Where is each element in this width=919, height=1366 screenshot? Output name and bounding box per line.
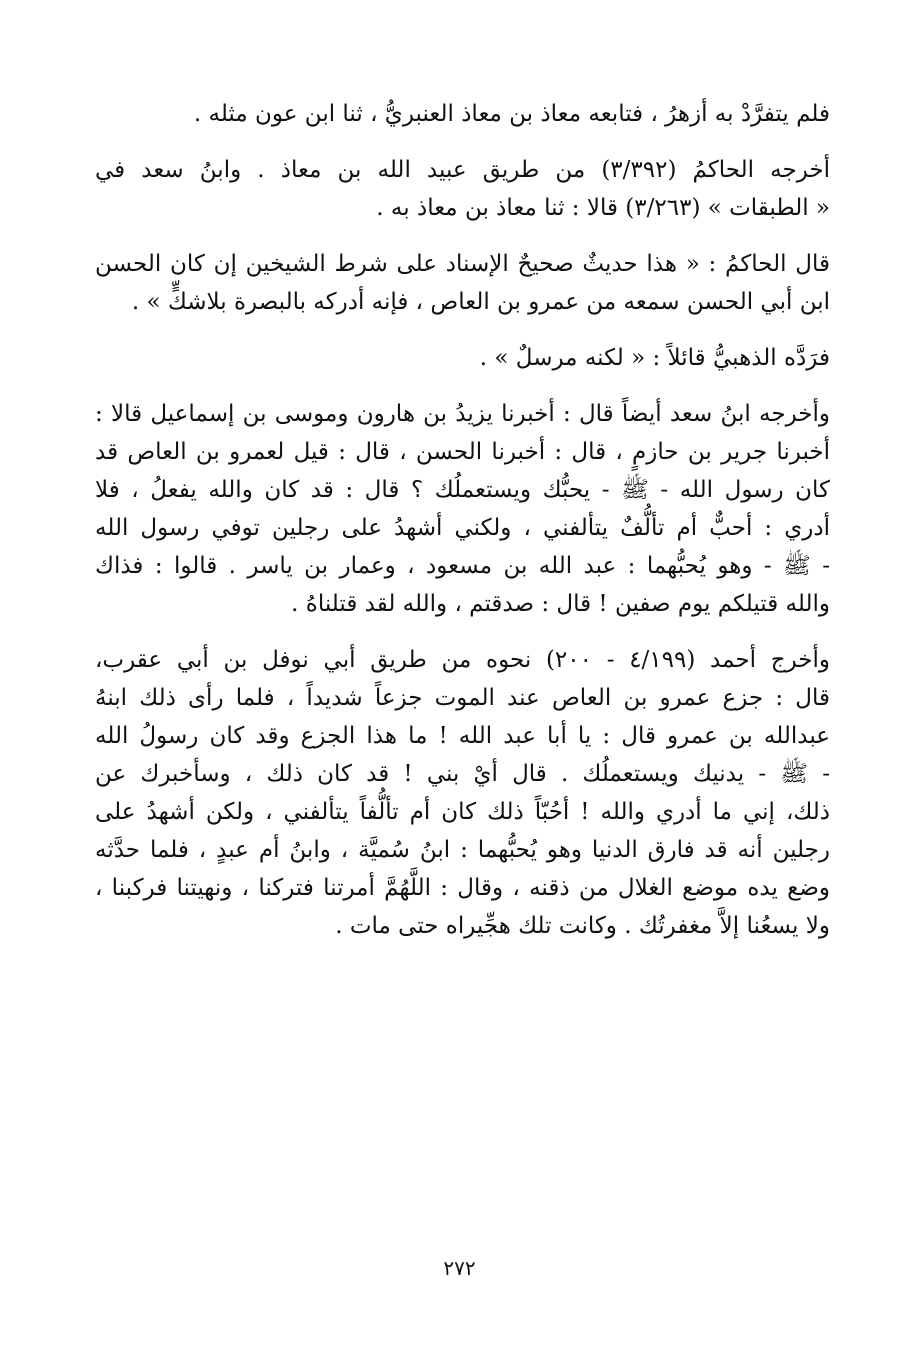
paragraph [95, 245, 830, 321]
text-line: ابن أبي الحسن سمعه من عمرو بن العاص ، فإنه أدركه بالبصرة بلاشكٍّ » . [131, 289, 830, 315]
paragraph [95, 339, 830, 377]
text-line: عبدالله بن عمرو قال : يا أبا عبد الله ! ما هذا الجزع وقد كان رسولُ الله [95, 723, 830, 749]
text-line: قال : جزع عمرو بن العاص عند الموت جزعاً شديداً ، فلما رأى ذلك ابنهُ [95, 685, 830, 711]
text-line: كان رسول الله - ﷺ - يحبُّك ويستعملُك ؟ قال : قد كان والله يفعلُ ، فلا [95, 477, 830, 503]
text-line: والله قتيلكم يوم صفين ! قال : صدقتم ، والله لقد قتلناهُ . [291, 591, 830, 617]
text-line: وأخرجه ابنُ سعد أيضاً قال : أخبرنا يزيدُ بن هارون وموسى بن إسماعيل قالا : [95, 401, 830, 427]
text-line: أخبرنا جرير بن حازمٍ ، قال : أخبرنا الحسن ، قال : قيل لعمرو بن العاص قد [95, 439, 830, 465]
text-line: رجلين أنه قد فارق الدنيا وهو يُحبُّهما : ابنُ سُميَّة ، وابنُ أم عبدٍ ، فلما حدَّثه [95, 837, 830, 863]
page-number: ٢٧٢ [443, 1256, 476, 1280]
text-line: قال الحاكمُ : « هذا حديثٌ صحيحٌ الإسناد على شرط الشيخين إن كان الحسن [95, 251, 830, 277]
text-line: فلم يتفرَّدْ به أزهرُ ، فتابعه معاذ بن معاذ العنبريُّ ، ثنا ابن عون مثله . [193, 101, 830, 127]
text-line: ولا يسعُنا إلاَّ مغفرتُك . وكانت تلك هجِّيراه حتى مات . [335, 913, 830, 939]
text-line: وضع يده موضع الغلال من ذقنه ، وقال : اللَّهُمَّ أمرتنا فتركنا ، ونهيتنا فركبنا ، [95, 875, 830, 901]
paragraph [95, 95, 830, 133]
paragraph [95, 151, 830, 227]
text-line: أدري : أحبٌّ أم تألُّفٌ يتألفني ، ولكني أشهدُ على رجلين توفي رسول الله [95, 515, 830, 541]
text-line: ذلك، إني ما أدري والله ! أحُبّاً ذلك كان أم تألُّفاً يتألفني ، ولكن أشهدُ على [95, 799, 830, 825]
text-line: فرَدَّه الذهبيُّ قائلاً : « لكنه مرسلٌ » . [479, 345, 830, 371]
text-line: « الطبقات » (٣/٢٦٣) قالا : ثنا معاذ بن معاذ به . [376, 195, 830, 221]
text-line: أخرجه الحاكمُ (٣/٣٩٢) من طريق عبيد الله بن معاذ . وابنُ سعد في [95, 157, 830, 183]
text-line: وأخرج أحمد (٤/١٩٩ - ٢٠٠) نحوه من طريق أبي نوفل بن أبي عقرب، [95, 647, 830, 673]
text-line: - ﷺ - وهو يُحبُّهما : عبد الله بن مسعود ، وعمار بن ياسر . قالوا : فذاك [95, 553, 830, 579]
text-line: - ﷺ - يدنيك ويستعملُك . قال أيْ بني ! قد كان ذلك ، وسأخبرك عن [95, 761, 830, 787]
paragraph [95, 395, 830, 623]
paragraph [95, 641, 830, 945]
text-body [95, 95, 830, 963]
